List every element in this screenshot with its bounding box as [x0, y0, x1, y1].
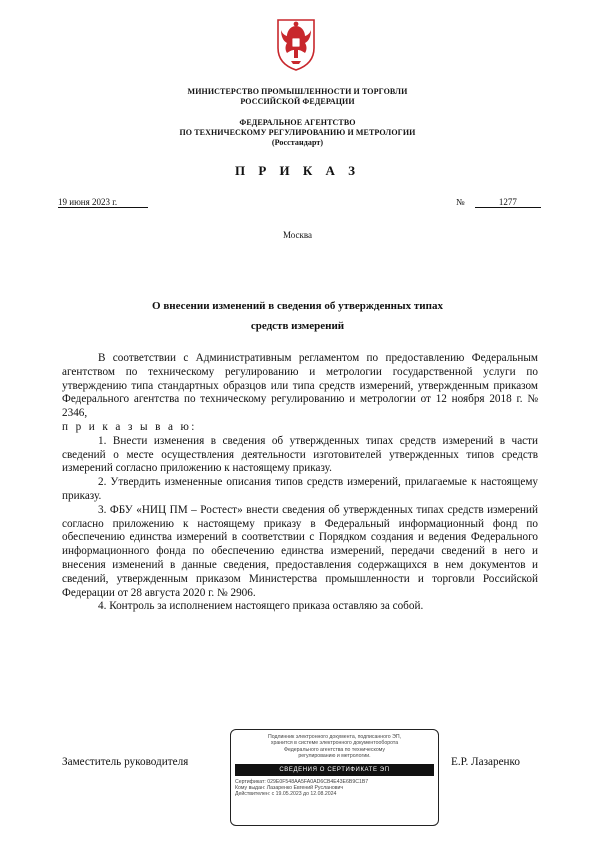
ministry-line2: РОССИЙСКОЙ ФЕДЕРАЦИИ [240, 97, 355, 106]
coat-of-arms-icon [275, 14, 317, 72]
paragraph-item-3: 3. ФБУ «НИЦ ПМ – Ростест» внести сведения об утвержденных типах средств измерений согласно приложению к настоящему приказу в Федеральный информационный фонд по обеспечению единства измерений в соответствии с Порядком создания и ведения Федерального информационного фонда по обеспечению единства измерений, передачи сведений в него и внесения изменений в данные сведения, предоставления содержащихся в нем документов и сведений, утвержденным приказом Министерства промышленности и торговли Российской Федерации от 28 августа 2020 г. № 2906. [62, 503, 538, 599]
signatory-name: Е.Р. Лазаренко [451, 756, 520, 768]
agency-name [0, 118, 595, 148]
stamp-certificate-header: СВЕДЕНИЯ О СЕРТИФИКАТЕ ЭП [235, 764, 434, 776]
agency-line2: ПО ТЕХНИЧЕСКОМУ РЕГУЛИРОВАНИЮ И МЕТРОЛОГИИ [179, 128, 416, 137]
electronic-signature-stamp [230, 729, 439, 826]
doc-date-value: 19 июня 2023 г. [58, 197, 148, 208]
doc-city: Москва [283, 230, 312, 240]
doc-title-line1: О внесении изменений в сведения об утвержденных типах [152, 300, 443, 312]
doc-title-line2: средств измерений [250, 320, 345, 332]
signatory-position: Заместитель руководителя [62, 756, 189, 768]
doc-body [62, 352, 538, 614]
paragraph-order-word: п р и к а з ы в а ю: [62, 420, 197, 433]
agency-line1: ФЕДЕРАЛЬНОЕ АГЕНТСТВО [239, 118, 356, 127]
ministry-line1: МИНИСТЕРСТВО ПРОМЫШЛЕННОСТИ И ТОРГОВЛИ [187, 87, 408, 96]
agency-line3: (Росстандарт) [271, 138, 324, 147]
stamp-certificate-validity: Действителен: с 19.05.2023 до 12.08.2024 [235, 791, 337, 798]
doc-number-value: 1277 [475, 197, 541, 208]
doc-number [456, 197, 541, 208]
paragraph-preamble: В соответствии с Административным регламентом по предоставлению Федеральным агентством по техническому регулированию и метрологии государственной услуги по утверждению типа стандартных образцов или типа средств измерений, утвержденным приказом Федерального агентства по техническому регулированию и метрологии от 12 ноября 2018 г. № 2346, [62, 352, 538, 420]
stamp-note-line3: Федерального агентства по техническому [284, 746, 385, 753]
doc-date [58, 197, 148, 208]
stamp-note-line4: регулированию и метрологии. [298, 753, 371, 760]
paragraph-item-4: 4. Контроль за исполнением настоящего приказа оставляю за собой. [98, 600, 424, 613]
doc-type-heading: П Р И К А З [234, 163, 361, 178]
doc-title [0, 296, 595, 336]
stamp-certificate-owner: Кому выдан: Лазаренко Евгений Русланович [235, 785, 344, 792]
paragraph-item-2: 2. Утвердить измененные описания типов средств измерений, прилагаемые к настоящему приказу. [62, 476, 538, 502]
paragraph-item-1: 1. Внести изменения в сведения об утвержденных типах средств измерений в части сведений о месте осуществления деятельности изготовителей утвержденных типов средств измерений согласно приложению к настоящему приказу. [62, 434, 538, 475]
stamp-certificate-id: Сертификат: 029E0F548AA5FA0AD6CB4E43E6B9C1B7 [235, 778, 369, 785]
doc-number-label: № [456, 197, 465, 207]
stamp-note-line1: Подлинник электронного документа, подписанного ЭП, [267, 734, 401, 740]
ministry-name [0, 87, 595, 107]
stamp-note-line2: хранится в системе электронного документооборота [270, 740, 399, 747]
